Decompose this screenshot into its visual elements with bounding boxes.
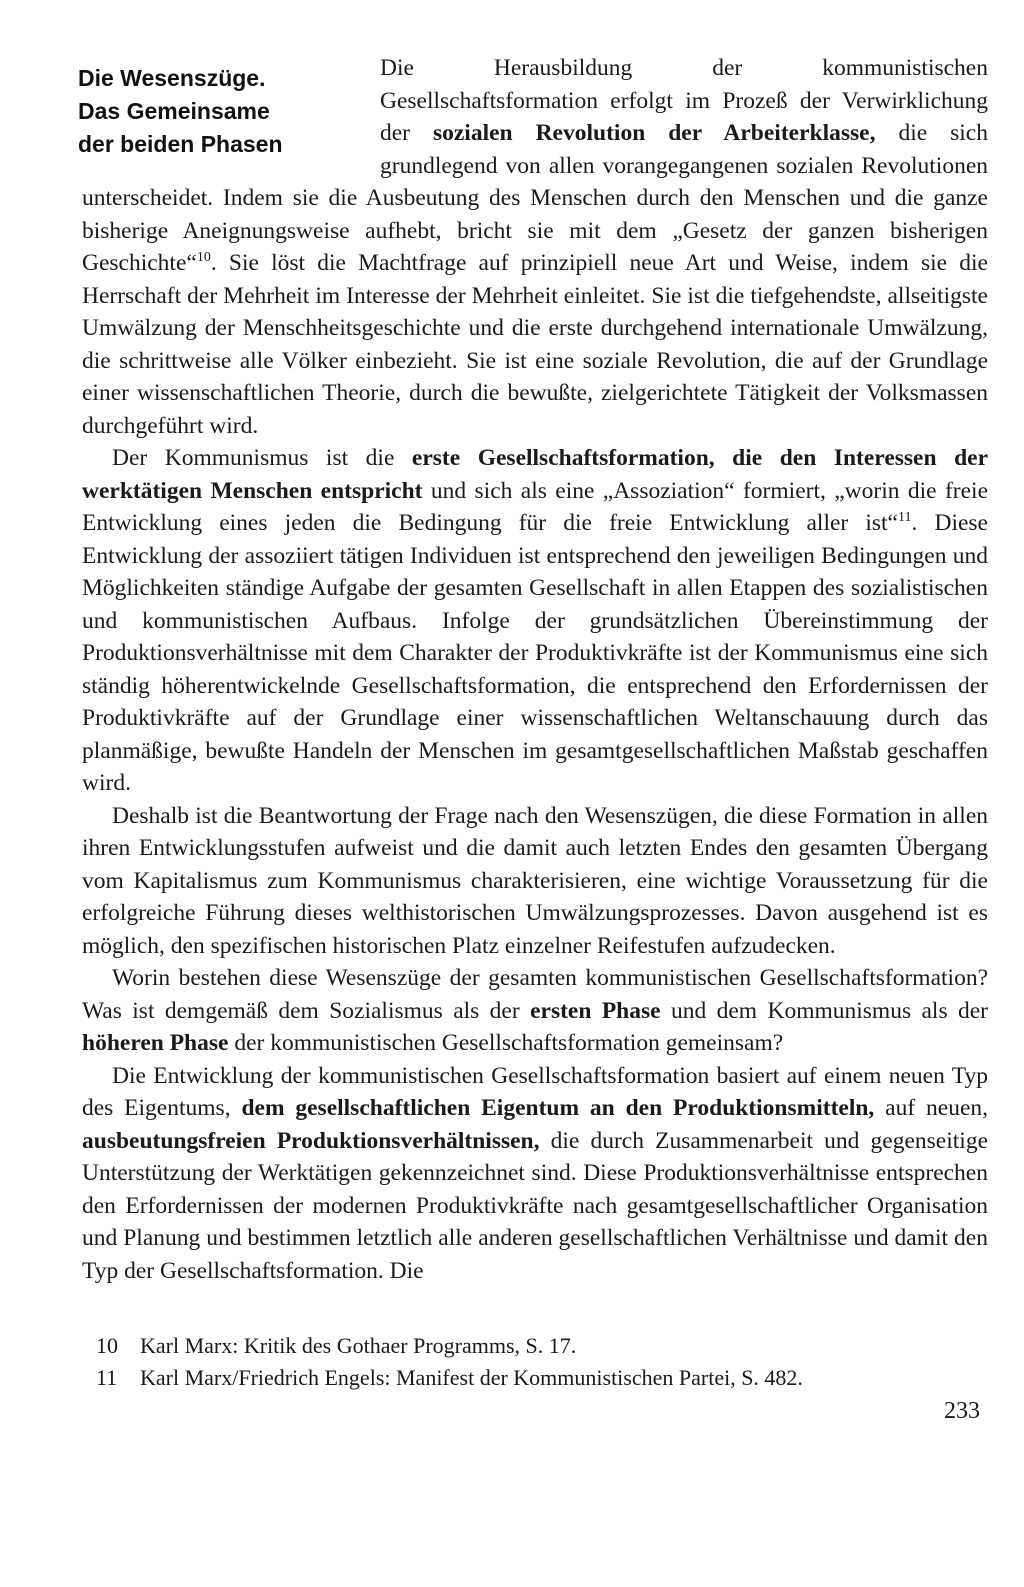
margin-heading-line-1: Die Wesenszüge.: [78, 65, 266, 91]
footnote-text: Karl Marx/Friedrich Engels: Manifest der Kommunistischen Partei, S. 482.: [140, 1365, 803, 1390]
heading-spacer: [82, 52, 380, 178]
text-run: auf neuen,: [874, 1095, 989, 1121]
bold-term: erste Gesellschaftsformation, die den Interessen der werktätigen Menschen entspricht: [82, 445, 989, 504]
text-run: und sich als eine „Assoziation“ formiert, „worin die freie Entwicklung eines jeden die Bedingung für die freie Entwicklung aller ist“: [82, 477, 989, 536]
bold-term: ausbeutungsfreien Produktionsverhältnissen,: [82, 1127, 540, 1154]
page-number: 233: [944, 1398, 980, 1424]
text-run: der kommunistischen Gesellschaftsformation gemeinsam?: [228, 1030, 784, 1056]
footnote-10: [96, 1330, 986, 1362]
footnote-ref: 11: [898, 510, 912, 526]
bold-term: ersten Phase: [530, 997, 661, 1024]
margin-heading-line-2: Das Gemeinsame: [78, 98, 270, 124]
text-run: die durch Zusammenarbeit und gegenseitige Unterstützung der Werktätigen gekennzeichnet sind. Diese Produktionsverhältnisse entsprechen den Erfordernissen der modernen Produktivkräfte nach gesamtgesellschaftlicher Organisation und Planung und bestimmen letztlich alle anderen gesellschaftlichen Verhältnisse und damit den Typ der Gesellschaftsformation. Die: [82, 1127, 988, 1284]
footnote-text: Karl Marx: Kritik des Gothaer Programms, S. 17.: [140, 1333, 577, 1358]
paragraph-4: [82, 962, 988, 1060]
margin-heading-line-3: der beiden Phasen: [78, 131, 283, 157]
paragraph-5: [82, 1060, 988, 1288]
footnote-11: [96, 1362, 986, 1394]
text-run: . Sie löst die Machtfrage auf prinzipiell neue Art und Weise, indem sie die Herrschaft der Mehrheit im Interesse der Mehrheit einleitet. Sie ist die tiefgehendste, allseitigste Umwälzung der Menschheitsgeschichte und die erste durchgehend internationale Umwälzung, die schrittweise alle Völker einbezieht. Sie ist eine soziale Revolution, die auf der Grundlage einer wissenschaftlichen Theorie, durch die bewußte, zielgerichtete Tätigkeit der Volksmassen durchgeführt wird.: [82, 250, 988, 439]
footnote-number: 10: [96, 1333, 118, 1358]
bold-term: höheren Phase: [82, 1030, 229, 1056]
bold-term: dem gesellschaftlichen Eigentum an den Produktionsmitteln,: [241, 1095, 875, 1121]
text-run: Deshalb ist die Beantwortung der Frage nach den Wesenszügen, die diese Formation in allen ihren Entwicklungsstufen aufweist und die damit auch letzten Endes den gesamten Übergang vom Kapitalismus zum Kommunismus charakterisieren, eine wichtige Voraussetzung für die erfolgreiche Führung dieses welthistorischen Umwälzungsprozesses. Davon ausgehend ist es möglich, den spezifischen historischen Platz einzelner Reifestufen aufzudecken.: [82, 802, 988, 959]
paragraph-3: [82, 800, 988, 963]
text-run: Die Herausbildung der kommunistischen Gesellschaftsformation erfolgt im Prozeß der Verwirklichung der: [380, 55, 988, 146]
text-run: Der Kommunismus ist die: [112, 445, 412, 471]
footnote-number: 11: [96, 1365, 118, 1390]
text-run: . Diese Entwicklung der assoziiert tätigen Individuen ist entsprechend den jeweiligen Bedingungen und Möglichkeiten ständige Aufgabe der gesamten Gesellschaft in allen Etappen des sozialistischen und kommunistischen Aufbaus. Infolge der grundsätzlichen Übereinstimmung der Produktionsverhältnisse mit dem Charakter der Produktivkräfte ist der Kommunismus eine sich ständig höherentwickelnde Gesellschaftsformation, die entsprechend den Erfordernissen der Produktivkräfte auf der Grundlage einer wissenschaftlichen Weltanschauung durch das planmäßige, bewußte Handeln der Menschen im gesamtgesellschaftlichen Maßstab geschaffen wird.: [82, 510, 988, 796]
body-text: [82, 52, 988, 1287]
footnotes: [96, 1330, 986, 1394]
paragraph-2: [82, 442, 988, 800]
text-run: Die Entwicklung der kommunistischen Gesellschaftsformation basiert auf einem neuen Typ des Eigentums,: [82, 1062, 988, 1121]
text-run: die sich grundlegend von allen vorangegangenen sozialen Revolutionen unterscheidet. Indem sie die Ausbeutung des Menschen durch den Menschen und die ganze bisherige Aneignungsweise aufhebt, bricht sie mit dem „Gesetz der ganzen bisherigen Geschichte“: [82, 120, 988, 276]
text-run: Worin bestehen diese Wesenszüge der gesamten kommunistischen Gesellschaftsformation? Was ist demgemäß dem Sozialismus als der: [82, 965, 988, 1024]
footnote-ref: 10: [196, 250, 211, 266]
bold-term: sozialen Revolution der Arbeiterklasse,: [432, 120, 876, 146]
text-run: und dem Kommunismus als der: [660, 997, 988, 1024]
